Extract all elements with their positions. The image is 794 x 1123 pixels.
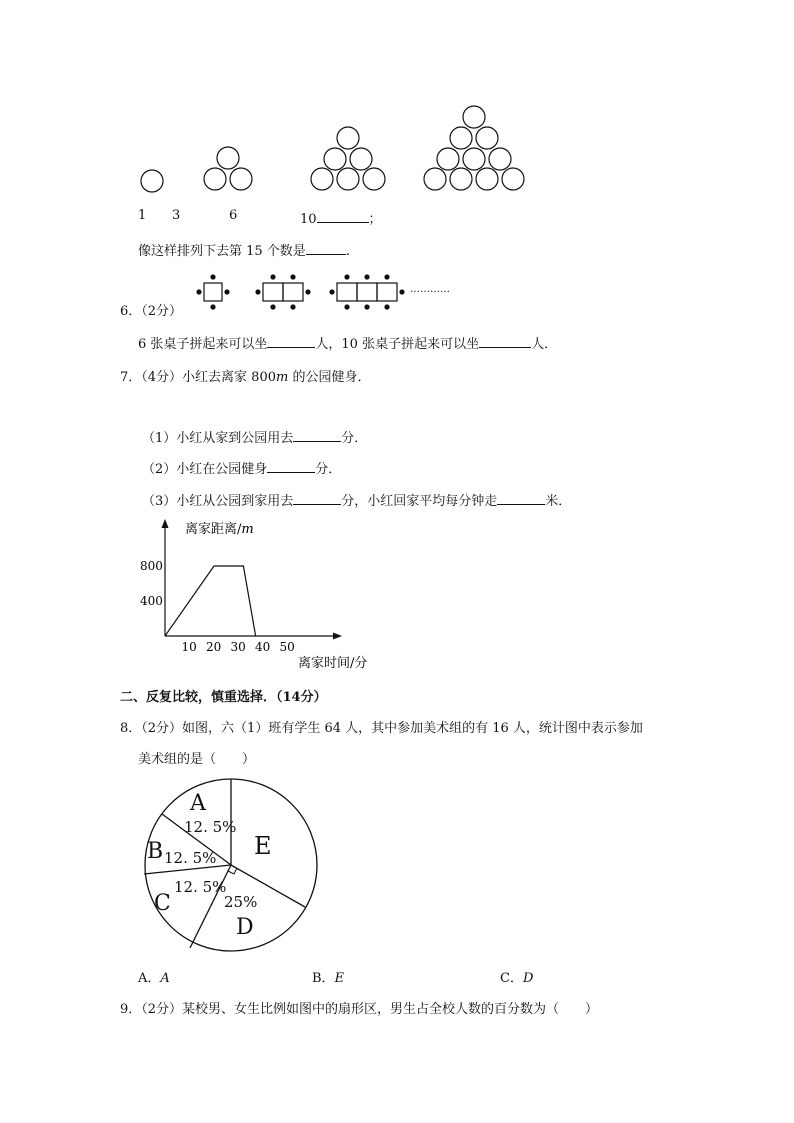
pie-label-a: A (190, 791, 206, 816)
q6-number: 6．（2分） (120, 304, 183, 319)
q5-label-3: 3 (172, 208, 181, 223)
q5-question (138, 240, 350, 259)
circle (450, 168, 472, 190)
option-value: D (522, 971, 534, 986)
q7-sub1-pre: （1）小红从家到公园用去 (142, 431, 294, 446)
q5-end: . (345, 244, 350, 259)
answer-blank[interactable] (497, 492, 545, 505)
circle (337, 127, 359, 149)
circle (476, 127, 498, 149)
q7-sub3-post: 米． (545, 494, 572, 509)
q8-option-b[interactable] (312, 967, 344, 986)
answer-blank[interactable] (293, 429, 341, 442)
q7-stem (120, 366, 370, 385)
option-value: E (334, 971, 345, 986)
circle (489, 148, 511, 170)
q7-sub2-pre: （2）小红在公园健身 (142, 462, 268, 477)
x-tick-label: 10 (181, 640, 197, 654)
x-axis-label: 离家时间/分 (298, 656, 368, 671)
y-tick-label: 400 (140, 594, 163, 608)
option-key: B． (312, 971, 335, 986)
answer-blank[interactable] (267, 460, 315, 473)
circle (424, 168, 446, 190)
q7-stem-post: 的公园健身． (288, 370, 371, 385)
circle (311, 168, 333, 190)
answer-blank[interactable] (293, 492, 341, 505)
x-tick-label: 20 (206, 640, 222, 654)
q6-text-c: 人． (531, 337, 558, 352)
circle (350, 148, 372, 170)
y-tick-label: 800 (140, 559, 163, 573)
q5-semicolon: ； (368, 212, 382, 227)
q7-stem-pre: 7．（4分）小红去离家 800 (120, 370, 276, 385)
pie-value-d: 25% (224, 893, 258, 911)
distance-time-chart (130, 512, 390, 677)
answer-blank[interactable] (317, 210, 369, 223)
circle (463, 148, 485, 170)
circle (476, 168, 498, 190)
option-value: A (160, 971, 170, 986)
answer-blank[interactable] (306, 242, 346, 255)
circle (502, 168, 524, 190)
pie-value-b: 12. 5% (164, 849, 217, 867)
q7-stem-unit: m (276, 370, 289, 385)
q6-question (138, 333, 557, 352)
q7-sub1 (142, 427, 367, 446)
pie-chart (130, 770, 330, 955)
y-axis-label: 离家距离/m (185, 522, 254, 537)
circle (204, 168, 226, 190)
answer-blank[interactable] (267, 335, 315, 348)
q8-line-1: 8．（2分）如图，六（1）班有学生 64 人，其中参加美术组的有 16 人，统计图中表示参加 (120, 721, 643, 736)
q7-sub2 (142, 458, 341, 477)
q6-text-a: 6 张桌子拼起来可以坐 (138, 337, 268, 352)
option-key: C． (500, 971, 523, 986)
x-tick-label: 40 (255, 640, 271, 654)
q5-label-10 (300, 208, 382, 227)
q8-option-c[interactable] (500, 967, 533, 986)
q5-label-10-num: 10 (300, 212, 317, 227)
q5-label-1: 1 (138, 208, 147, 223)
x-tick-label: 50 (279, 640, 295, 654)
circle (324, 148, 346, 170)
pie-label-c: C (154, 891, 171, 916)
q7-sub2-post: 分． (315, 462, 342, 477)
pie-value-c: 12. 5% (174, 878, 227, 896)
pie-value-a: 12. 5% (184, 818, 237, 836)
x-tick-label: 30 (230, 640, 246, 654)
circle (437, 148, 459, 170)
q8-line-2: 美术组的是（ ） (138, 752, 256, 767)
q5-label-6: 6 (229, 208, 238, 223)
q7-sub3 (142, 490, 571, 509)
section-2-title: 二、反复比较，慎重选择．（14分） (120, 690, 327, 705)
q6-dots: ………… (410, 284, 450, 295)
triangle-circles-figure (130, 100, 540, 195)
y-axis-arrow (162, 519, 169, 528)
q7-sub3-pre: （3）小红从公园到家用去 (142, 494, 294, 509)
q6-text-b: 人，10 张桌子拼起来可以坐 (315, 337, 480, 352)
q8-option-a[interactable] (138, 967, 170, 986)
q7-sub1-post: 分． (341, 431, 368, 446)
q9-text: 9．（2分）某校男、女生比例如图中的扇形区，男生占全校人数的百分数为（ ） (120, 1002, 599, 1017)
option-key: A． (138, 971, 161, 986)
circle (463, 106, 485, 128)
q7-sub3-mid: 分，小红回家平均每分钟走 (341, 494, 498, 509)
circle (217, 147, 239, 169)
circle (337, 168, 359, 190)
pie-label-e: E (254, 832, 272, 860)
circle (450, 127, 472, 149)
series-line (165, 566, 256, 636)
circle (363, 168, 385, 190)
circle (141, 170, 163, 192)
pie-label-d: D (236, 915, 254, 940)
answer-blank[interactable] (479, 335, 531, 348)
x-axis-arrow (333, 633, 342, 640)
q5-question-text: 像这样排列下去第 15 个数是 (138, 244, 306, 259)
circle (230, 168, 252, 190)
pie-label-b: B (147, 839, 164, 864)
